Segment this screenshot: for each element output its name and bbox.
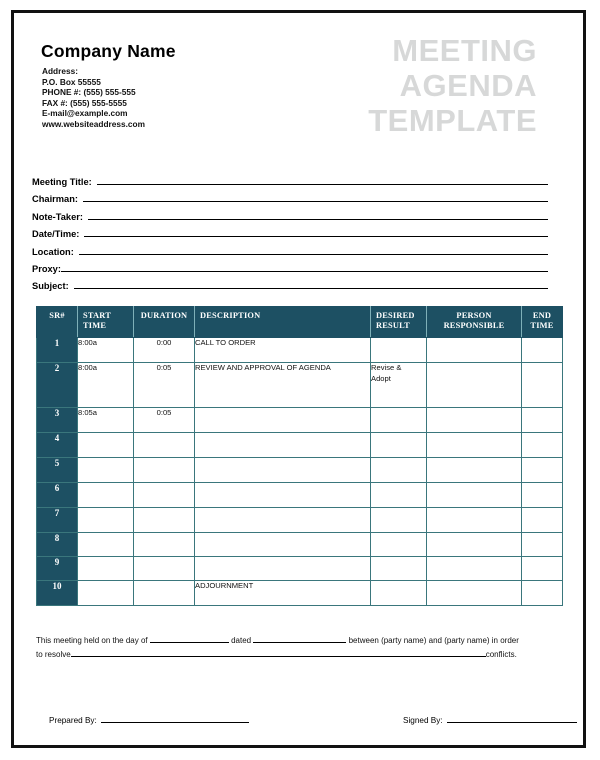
- column-header-person-line1: PERSON: [456, 311, 492, 320]
- table-row: [37, 433, 563, 458]
- column-header-start-time-line1: START: [83, 311, 112, 320]
- table-row: [37, 508, 563, 533]
- duration-cell[interactable]: [134, 458, 195, 483]
- desired-result-line2: Adopt: [371, 373, 391, 383]
- description-cell[interactable]: ADJOURNMENT: [195, 581, 371, 606]
- note-taker-label: Note-Taker:: [32, 211, 83, 222]
- column-header-start-time: [78, 307, 134, 338]
- description-cell[interactable]: [195, 557, 371, 581]
- meeting-title-input[interactable]: [97, 173, 548, 185]
- field-row-date-time: [32, 225, 548, 242]
- column-header-description: DESCRIPTION: [195, 307, 371, 338]
- signed-by-field: [403, 713, 577, 725]
- desired-result-cell[interactable]: [371, 557, 427, 581]
- closing-resolve-input[interactable]: [71, 647, 486, 657]
- start-time-cell[interactable]: 8:00a: [78, 363, 134, 408]
- table-row: [37, 458, 563, 483]
- duration-cell[interactable]: [134, 557, 195, 581]
- desired-result-line1: Revise &: [371, 363, 402, 372]
- person-responsible-cell[interactable]: [427, 508, 522, 533]
- closing-date-input[interactable]: [253, 633, 346, 643]
- signed-by-input[interactable]: [447, 713, 577, 723]
- start-time-cell[interactable]: [78, 508, 134, 533]
- row-number-cell: 8: [37, 533, 78, 557]
- column-header-end-time-line1: END: [532, 311, 552, 320]
- closing-statement: [36, 633, 562, 661]
- address-line-5: E-mail@example.com: [42, 108, 128, 119]
- signed-by-label: Signed By:: [403, 716, 443, 725]
- end-time-cell[interactable]: [522, 533, 563, 557]
- desired-result-cell[interactable]: [371, 338, 427, 363]
- row-number-cell: 6: [37, 483, 78, 508]
- row-number-cell: 10: [37, 581, 78, 606]
- closing-text-part1: This meeting held on the day of: [36, 636, 148, 645]
- closing-day-input[interactable]: [150, 633, 229, 643]
- prepared-by-label: Prepared By:: [49, 716, 97, 725]
- desired-result-cell[interactable]: [371, 508, 427, 533]
- company-name: Company Name: [41, 41, 176, 61]
- duration-cell[interactable]: [134, 508, 195, 533]
- field-row-note-taker: [32, 208, 548, 225]
- desired-result-cell[interactable]: [371, 408, 427, 433]
- end-time-cell[interactable]: [522, 458, 563, 483]
- table-row: [37, 533, 563, 557]
- desired-result-cell[interactable]: [371, 363, 427, 408]
- person-responsible-cell[interactable]: [427, 433, 522, 458]
- person-responsible-cell[interactable]: [427, 557, 522, 581]
- description-cell[interactable]: [195, 408, 371, 433]
- duration-cell[interactable]: [134, 581, 195, 606]
- duration-cell[interactable]: [134, 533, 195, 557]
- column-header-duration: DURATION: [134, 307, 195, 338]
- end-time-cell[interactable]: [522, 338, 563, 363]
- subject-label: Subject:: [32, 281, 69, 292]
- end-time-cell[interactable]: [522, 408, 563, 433]
- person-responsible-cell[interactable]: [427, 483, 522, 508]
- desired-result-cell[interactable]: [371, 483, 427, 508]
- row-number-cell: 9: [37, 557, 78, 581]
- field-row-subject: [32, 277, 548, 294]
- note-taker-input[interactable]: [88, 208, 548, 220]
- closing-text-part4: to resolve: [36, 650, 71, 659]
- desired-result-cell[interactable]: [371, 581, 427, 606]
- document-header: [14, 13, 583, 163]
- column-header-end-time: [522, 307, 563, 338]
- column-header-desired-result-line1: DESIRED: [376, 311, 415, 320]
- date-time-label: Date/Time:: [32, 229, 80, 240]
- end-time-cell[interactable]: [522, 557, 563, 581]
- field-row-chairman: [32, 190, 548, 207]
- start-time-cell[interactable]: [78, 533, 134, 557]
- field-row-meeting-title: [32, 173, 548, 190]
- address-line-6: www.websiteaddress.com: [42, 118, 145, 129]
- duration-cell[interactable]: [134, 433, 195, 458]
- person-responsible-cell[interactable]: [427, 458, 522, 483]
- prepared-by-input[interactable]: [101, 713, 249, 723]
- column-header-desired-result-line2: RESULT: [376, 321, 410, 330]
- end-time-cell[interactable]: [522, 483, 563, 508]
- location-label: Location:: [32, 246, 74, 257]
- table-row: [37, 338, 563, 363]
- row-number-cell: 7: [37, 508, 78, 533]
- description-cell[interactable]: REVIEW AND APPROVAL OF AGENDA: [195, 363, 371, 408]
- document-title-line-2: AGENDA: [399, 68, 537, 103]
- duration-cell[interactable]: [134, 483, 195, 508]
- column-header-end-time-line2: TIME: [530, 321, 554, 330]
- duration-cell[interactable]: 0:05: [134, 408, 195, 433]
- date-time-input[interactable]: [84, 225, 548, 237]
- document-page: [11, 10, 586, 748]
- subject-input[interactable]: [74, 277, 548, 289]
- address-line-1: Address:: [42, 66, 78, 76]
- row-number-cell: 5: [37, 458, 78, 483]
- description-cell[interactable]: [195, 483, 371, 508]
- table-row: [37, 483, 563, 508]
- person-responsible-cell[interactable]: [427, 533, 522, 557]
- start-time-cell[interactable]: [78, 483, 134, 508]
- description-cell[interactable]: [195, 458, 371, 483]
- table-row: [37, 408, 563, 433]
- start-time-cell[interactable]: 8:05a: [78, 408, 134, 433]
- chairman-label: Chairman:: [32, 194, 78, 205]
- address-line-2: P.O. Box 55555: [42, 76, 101, 87]
- desired-result-cell[interactable]: [371, 458, 427, 483]
- column-header-person-line2: RESPONSIBLE: [443, 321, 505, 330]
- person-responsible-cell[interactable]: [427, 338, 522, 363]
- document-title-line-3: TEMPLATE: [368, 103, 537, 138]
- desired-result-cell[interactable]: [371, 433, 427, 458]
- start-time-cell[interactable]: [78, 433, 134, 458]
- proxy-label: Proxy:: [32, 263, 61, 274]
- description-cell[interactable]: [195, 533, 371, 557]
- start-time-cell[interactable]: [78, 557, 134, 581]
- person-responsible-cell[interactable]: [427, 581, 522, 606]
- end-time-cell[interactable]: [522, 433, 563, 458]
- desired-result-cell[interactable]: [371, 533, 427, 557]
- duration-cell[interactable]: 0:05: [134, 363, 195, 408]
- description-cell[interactable]: [195, 433, 371, 458]
- row-number-cell: 1: [37, 338, 78, 363]
- column-header-start-time-line2: TIME: [83, 321, 107, 330]
- document-title-line-1: MEETING: [392, 33, 537, 68]
- field-row-proxy: [32, 260, 548, 277]
- end-time-cell[interactable]: [522, 363, 563, 408]
- meeting-title-label: Meeting Title:: [32, 177, 92, 187]
- table-row: [37, 581, 563, 606]
- end-time-cell[interactable]: [522, 581, 563, 606]
- table-header-row: [37, 307, 563, 338]
- column-header-desired-result: [371, 307, 427, 338]
- description-cell[interactable]: [195, 508, 371, 533]
- start-time-cell[interactable]: [78, 581, 134, 606]
- company-address-block: [42, 66, 145, 130]
- agenda-table: [36, 306, 563, 606]
- address-line-3: PHONE #: (555) 555-555: [42, 87, 136, 98]
- end-time-cell[interactable]: [522, 508, 563, 533]
- closing-text-part3: between (party name) and (party name) in order: [348, 636, 519, 645]
- row-number-cell: 3: [37, 408, 78, 433]
- prepared-by-field: [49, 713, 249, 725]
- address-line-4: FAX #: (555) 555-5555: [42, 97, 127, 108]
- closing-text-part5: conflicts.: [485, 650, 517, 659]
- duration-cell[interactable]: 0:00: [134, 338, 195, 363]
- start-time-cell[interactable]: 8:00a: [78, 338, 134, 363]
- proxy-input[interactable]: [61, 260, 548, 272]
- start-time-cell[interactable]: [78, 458, 134, 483]
- document-title: [368, 33, 537, 138]
- chairman-input[interactable]: [83, 190, 548, 202]
- field-row-location: [32, 243, 548, 260]
- description-cell[interactable]: CALL TO ORDER: [195, 338, 371, 363]
- column-header-sr: SR#: [37, 307, 78, 338]
- table-row: [37, 363, 563, 408]
- person-responsible-cell[interactable]: [427, 363, 522, 408]
- person-responsible-cell[interactable]: [427, 408, 522, 433]
- location-input[interactable]: [79, 243, 548, 255]
- closing-text-part2: dated: [231, 636, 252, 645]
- row-number-cell: 2: [37, 363, 78, 408]
- column-header-person-responsible: [427, 307, 522, 338]
- meeting-info-fields: [32, 173, 548, 295]
- table-row: [37, 557, 563, 581]
- row-number-cell: 4: [37, 433, 78, 458]
